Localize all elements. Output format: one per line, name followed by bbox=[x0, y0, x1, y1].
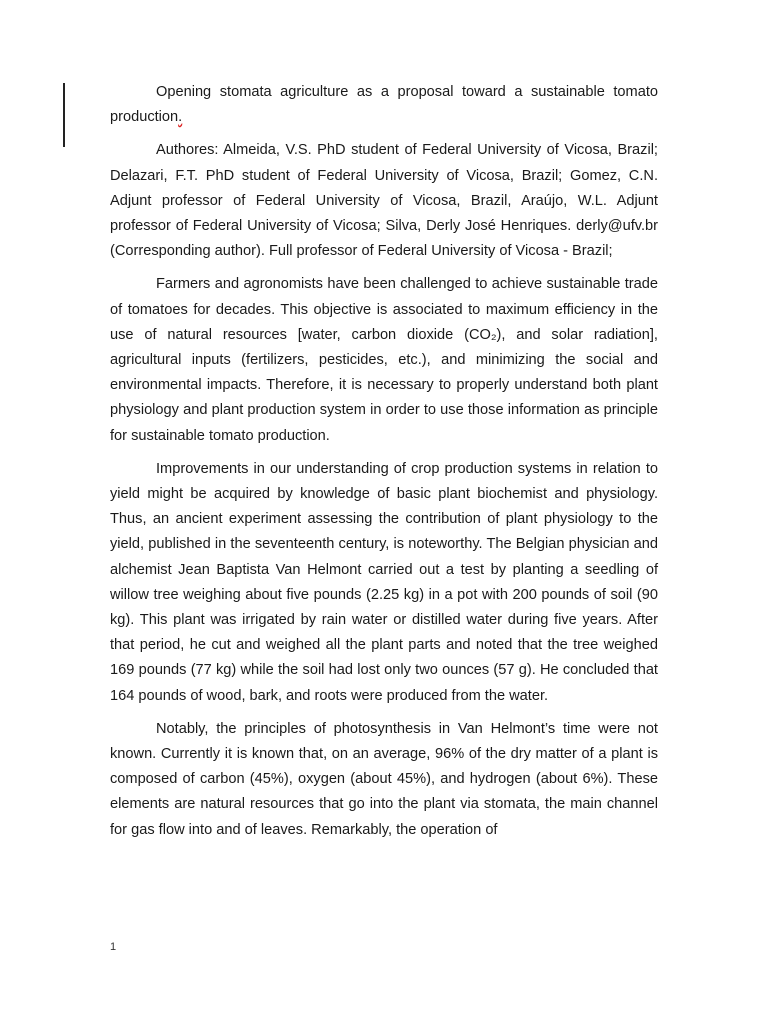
page-number: 1 bbox=[110, 941, 117, 953]
document-title bbox=[110, 80, 658, 130]
document-body bbox=[110, 80, 658, 851]
body-paragraph-1: Farmers and agronomists have been challenged to achieve sustainable trade of tomatoes for decades. This objective is associated to maximum efficiency in the use of natural resources [water, carbon dioxide (CO₂), and solar radiation], agricultural inputs (fertilizers, pesticides, etc.), and minimizing the social and environmental impacts. Therefore, it is necessary to properly understand both plant physiology and plant production system in order to use those information as principle for sustainable tomato production. bbox=[110, 276, 658, 444]
authors-paragraph: Authores: Almeida, V.S. PhD student of Federal University of Vicosa, Brazil; Delazari, F.T. PhD student of Federal University of Vicosa, Brazil; Gomez, C.N. Adjunt professor of Federal University of Vicosa, Brazil, Araújo, W.L. Adjunt professor of Federal University of Vicosa; Silva, Derly José Henriques. derly@ufv.br (Corresponding author). Full professor of Federal University of Vicosa - Brazil; bbox=[110, 142, 658, 260]
revision-change-bar bbox=[63, 83, 65, 147]
title-text: Opening stomata agriculture as a proposal toward a sustainable tomato production bbox=[110, 84, 658, 126]
spelling-mark: . bbox=[178, 109, 183, 126]
body-paragraph-3: Notably, the principles of photosynthesis in Van Helmont’s time were not known. Currently it is known that, on an average, 96% of the dry matter of a plant is composed of carbon (45%), oxygen (about 45%), and hydrogen (about 6%). These elements are natural resources that go into the plant via stomata, the main channel for gas flow into and of leaves. Remarkably, the operation of bbox=[110, 720, 658, 838]
body-paragraph-2: Improvements in our understanding of crop production systems in relation to yield might be acquired by knowledge of basic plant biochemist and physiology. Thus, an ancient experiment assessing the contribution of plant physiology to the yield, published in the seventeenth century, is noteworthy. The Belgian physician and alchemist Jean Baptista Van Helmont carried out a test by planting a seedling of willow tree weighing about five pounds (2.25 kg) in a pot with 200 pounds of soil (90 kg). This plant was irrigated by rain water or distilled water during five years. After that period, he cut and weighed all the plant parts and noted that the tree weighed 169 pounds (77 kg) while the soil had lost only two ounces (57 g). He concluded that 164 pounds of wood, bark, and roots were produced from the water. bbox=[110, 460, 658, 704]
